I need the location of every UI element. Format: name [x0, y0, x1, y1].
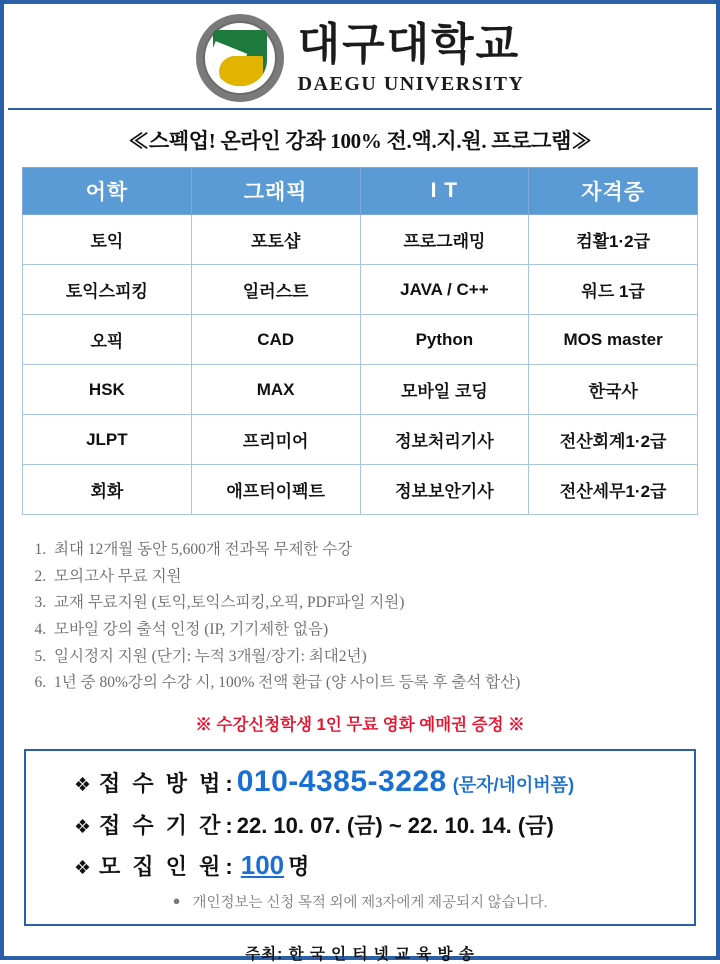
page-title: ≪스펙업! 온라인 강좌 100% 전.액.지.원. 프로그램≫	[128, 129, 592, 153]
privacy-note: 개인정보는 신청 목적 외에 제3자에게 제공되지 않습니다.	[192, 894, 548, 911]
table-cell: 모바일 코딩	[360, 365, 529, 415]
movie-ticket-notice: ※ 수강신청학생 1인 무료 영화 예매권 증정 ※	[195, 715, 525, 734]
table-cell: 포토샵	[191, 215, 360, 265]
list-item: 4. 모바일 강의 출석 인정 (IP, 기기제한 없음)	[50, 617, 716, 644]
colon-separator: :	[225, 812, 233, 838]
table-cell: 프리미어	[191, 415, 360, 465]
university-crest-icon	[196, 14, 284, 102]
table-cell: 정보처리기사	[360, 415, 529, 465]
table-cell: MAX	[191, 365, 360, 415]
table-header-cell: 어학	[23, 168, 192, 215]
table-cell: 워드 1급	[529, 265, 698, 315]
quota-label: 모 집 인 원	[99, 853, 224, 879]
list-item: 1. 최대 12개월 동안 5,600개 전과목 무제한 수강	[50, 537, 716, 564]
apply-period-row	[26, 809, 694, 840]
diamond-bullet-icon: ❖	[74, 816, 92, 838]
table-row	[23, 315, 698, 365]
quota-row	[26, 850, 694, 881]
bullet-dot-icon: ●	[172, 893, 181, 909]
colon-separator: :	[225, 770, 233, 796]
apply-period-label: 접 수 기 간	[99, 812, 224, 838]
header-logo-band	[8, 8, 712, 110]
table-cell: 정보보안기사	[360, 465, 529, 515]
table-row	[23, 415, 698, 465]
quota-unit: 명	[288, 853, 310, 879]
table-cell: 프로그래밍	[360, 215, 529, 265]
apply-period-value: 22. 10. 07. (금) ~ 22. 10. 14. (금)	[236, 812, 554, 838]
application-info-box	[24, 749, 696, 926]
table-cell: HSK	[23, 365, 192, 415]
table-row	[23, 265, 698, 315]
university-name-en: DAEGU UNIVERSITY	[297, 72, 525, 95]
course-table	[22, 167, 698, 515]
benefits-list	[4, 537, 716, 697]
list-item: 2. 모의고사 무료 지원	[50, 564, 716, 591]
table-cell: 애프터이펙트	[191, 465, 360, 515]
organizer-footer: 주최: 한 국 인 터 넷 교 육 방 송	[245, 945, 475, 963]
list-item: 3. 교재 무료지원 (토익,토익스피킹,오픽, PDF파일 지원)	[50, 590, 716, 617]
table-cell: CAD	[191, 315, 360, 365]
table-row	[23, 215, 698, 265]
colon-separator: :	[225, 853, 233, 879]
table-cell: 한국사	[529, 365, 698, 415]
apply-method-label: 접 수 방 법	[99, 770, 224, 796]
table-header-cell: 그래픽	[191, 168, 360, 215]
privacy-note-row	[26, 891, 694, 912]
table-cell: MOS master	[529, 315, 698, 365]
table-cell: 토익스피킹	[23, 265, 192, 315]
table-cell: 전산세무1·2급	[529, 465, 698, 515]
list-item: 5. 일시정지 지원 (단기: 누적 3개월/장기: 최대2년)	[50, 644, 716, 671]
phone-note: (문자/네이버폼)	[452, 774, 575, 795]
table-cell: 오픽	[23, 315, 192, 365]
diamond-bullet-icon: ❖	[74, 857, 92, 879]
quota-value: 100	[240, 849, 285, 880]
table-cell: JAVA / C++	[360, 265, 529, 315]
course-table-wrapper	[22, 167, 698, 515]
table-header-cell: 자격증	[529, 168, 698, 215]
university-name-kr: 대구대학교	[297, 19, 521, 69]
university-wordmark	[297, 19, 525, 95]
table-row	[23, 365, 698, 415]
table-cell: 컴활1·2급	[529, 215, 698, 265]
table-header-row	[23, 168, 698, 215]
list-item: 6. 1년 중 80%강의 수강 시, 100% 전액 환급 (양 사이트 등록 후 출석 합산)	[50, 670, 716, 697]
table-cell: 전산회계1·2급	[529, 415, 698, 465]
table-cell: JLPT	[23, 415, 192, 465]
phone-number[interactable]: 010-4385-3228	[236, 764, 447, 798]
table-row	[23, 465, 698, 515]
apply-method-row	[26, 765, 694, 799]
table-cell: Python	[360, 315, 529, 365]
table-cell: 회화	[23, 465, 192, 515]
table-cell: 일러스트	[191, 265, 360, 315]
table-cell: 토익	[23, 215, 192, 265]
table-header-cell: I T	[360, 168, 529, 215]
diamond-bullet-icon: ❖	[74, 774, 92, 796]
